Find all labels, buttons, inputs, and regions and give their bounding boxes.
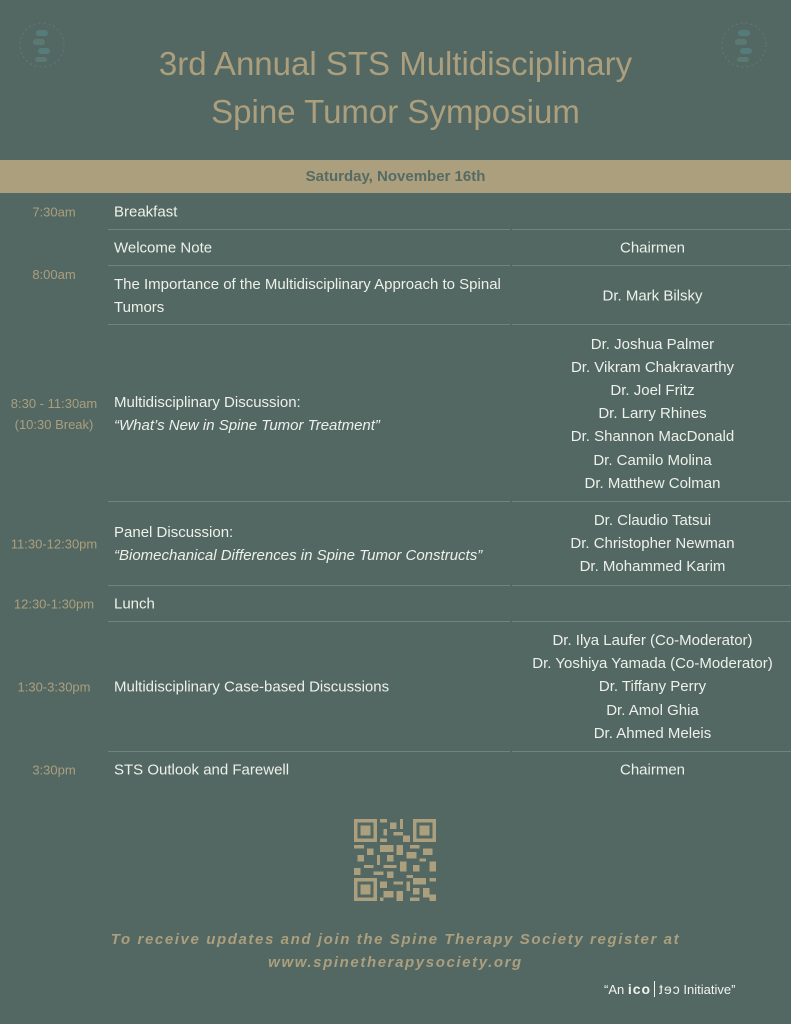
initiative-suffix: Initiative” xyxy=(683,982,736,997)
row-event xyxy=(114,391,504,437)
row-event: Multidisciplinary Case-based Discussions xyxy=(114,678,390,696)
speaker-name: Dr. Amol Ghia xyxy=(606,701,699,719)
schedule-row-breakfast xyxy=(0,193,791,230)
row-time: 1:30-3:30pm xyxy=(17,679,91,695)
row-time: 11:30-12:30pm xyxy=(10,536,98,552)
initiative-credit xyxy=(604,981,735,997)
row-event: STS Outlook and Farewell xyxy=(114,761,290,779)
schedule-row-multidisciplinary-discussion xyxy=(0,325,791,502)
row-time-note: (10:30 Break) xyxy=(14,416,94,432)
title-line-2: Spine Tumor Symposium xyxy=(211,93,580,130)
schedule-row-lunch xyxy=(0,586,791,622)
speaker-name: Dr. Joel Fritz xyxy=(610,381,695,399)
row-event: Welcome Note xyxy=(114,239,213,257)
row-time-range: 8:30 - 11:30am xyxy=(10,395,98,411)
schedule-row-importance xyxy=(0,266,791,325)
speaker-name: Dr. Ahmed Meleis xyxy=(593,724,712,742)
row-event-subtitle: “What’s New in Spine Tumor Treatment” xyxy=(114,416,380,434)
schedule-row-case-based xyxy=(0,622,791,752)
date-band: Saturday, November 16th xyxy=(0,160,791,193)
speaker-name: Dr. Claudio Tatsui xyxy=(593,512,712,530)
row-event-subtitle: “Biomechanical Differences in Spine Tumor Constructs” xyxy=(114,547,483,564)
schedule-row-farewell xyxy=(0,752,791,788)
page-title xyxy=(0,40,791,136)
speaker-name: Dr. Matthew Colman xyxy=(584,474,721,492)
brand-left: ico xyxy=(627,981,652,997)
row-event: Breakfast xyxy=(114,203,178,220)
brand-right: cet xyxy=(658,981,680,997)
row-speakers: Dr. Mark Bilsky xyxy=(602,286,703,304)
footer-website-link[interactable]: www.spinetherapysociety.org xyxy=(268,954,523,971)
row-event: Lunch xyxy=(114,595,155,613)
title-line-1: 3rd Annual STS Multidisciplinary xyxy=(158,45,633,82)
row-time xyxy=(0,393,108,435)
row-time: 8:00am xyxy=(32,267,76,282)
speaker-name: Dr. Christopher Newman xyxy=(570,535,735,553)
speaker-name: Dr. Ilya Laufer (Co-Moderator) xyxy=(552,631,753,649)
speaker-name: Dr. Camilo Molina xyxy=(593,451,712,469)
speaker-name: Dr. Larry Rhines xyxy=(598,404,707,422)
row-event: The Importance of the Multidisciplinary Approach to Spinal Tumors xyxy=(114,275,501,316)
brand-divider xyxy=(654,981,655,997)
speaker-name: Dr. Joshua Palmer xyxy=(590,335,715,353)
initiative-prefix: “An xyxy=(604,982,625,997)
speaker-name: Dr. Tiffany Perry xyxy=(598,678,707,696)
schedule-row-welcome xyxy=(0,230,791,266)
icocet-logo xyxy=(628,981,680,997)
footer-registration xyxy=(0,928,791,974)
row-time: 3:30pm xyxy=(32,762,76,778)
row-speakers: Chairmen xyxy=(619,761,686,779)
speaker-name: Dr. Vikram Chakravarthy xyxy=(570,358,735,376)
qr-code-icon[interactable] xyxy=(354,819,436,901)
footer-line-1: To receive updates and join the Spine Therapy Society register at xyxy=(110,931,681,948)
schedule-table xyxy=(0,193,791,788)
speaker-name: Dr. Shannon MacDonald xyxy=(570,428,735,446)
row-time: 7:30am xyxy=(32,204,76,219)
schedule-row-panel-discussion xyxy=(0,502,791,586)
row-time: 12:30-1:30pm xyxy=(13,596,95,612)
row-event-title: Multidisciplinary Discussion: xyxy=(114,393,301,411)
speaker-name: Dr. Mohammed Karim xyxy=(579,558,726,576)
row-event-title: Panel Discussion: xyxy=(114,524,234,541)
row-event xyxy=(114,521,504,567)
row-speakers xyxy=(514,629,791,745)
speaker-name: Dr. Yoshiya Yamada (Co-Moderator) xyxy=(532,655,773,673)
row-speakers: Chairmen xyxy=(619,239,686,257)
row-speakers xyxy=(514,332,791,494)
row-speakers xyxy=(514,509,791,579)
